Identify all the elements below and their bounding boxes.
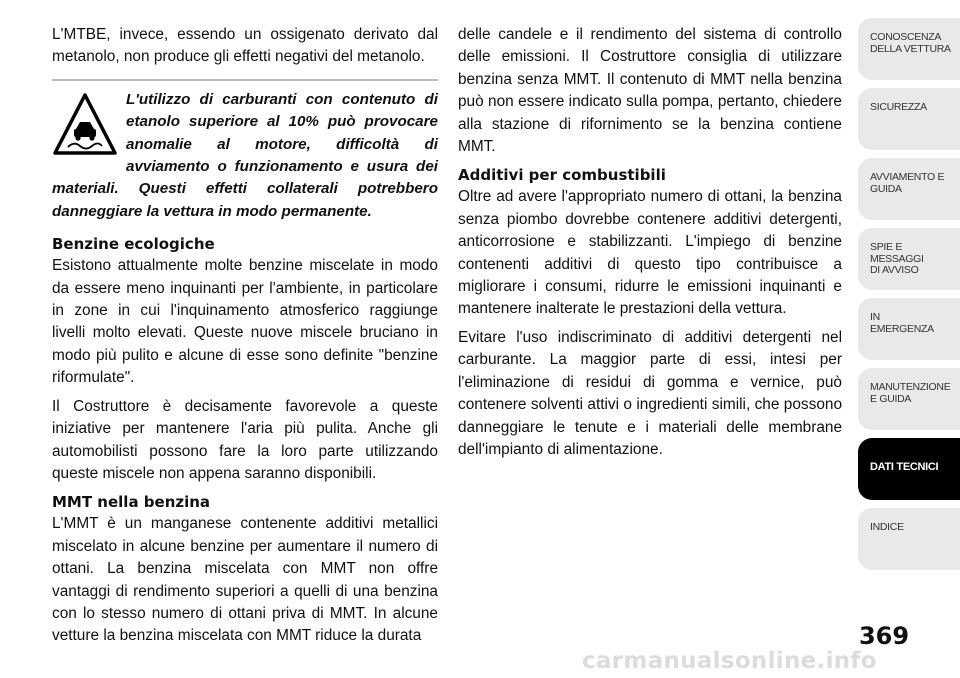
paragraph: Oltre ad avere l'appropriato numero di ottani, la benzina senza piombo dovrebbe contenere additivi detergenti, anticorrosione e stabilizzanti. L'impiego di benzine contenenti additivi di questo tipo contribuisce a migliorare i consumi, ridurre le emissioni inquinanti e mantenere inalterate le prestazioni della vettura. [458,188,842,318]
tab-avviamento[interactable] [858,158,960,220]
heading-mmt: MMT nella benzina [52,493,211,512]
tab-label: IN EMERGENZA [870,311,934,335]
tab-manutenzione[interactable] [858,368,960,430]
heading-additivi: Additivi per combustibili [458,166,666,185]
paragraph: Evitare l'uso indiscriminato di additivi detergenti nel carburante. La maggior parte di essi, intesi per l'eliminazione di residui di gomma e vernice, può contenere solventi attivi o ingredienti simili, che possono danneggiare le tenute e i materiali delle membrane dell'impianto di alimentazione. [458,328,842,458]
left-column [52,24,438,654]
tab-label: SICUREZZA [870,101,927,113]
warning-car-skid-icon [52,91,118,157]
paragraph: Il Costruttore è decisamente favorevole a queste iniziative per mantenere l'aria più pulita. Anche gli automobilisti possono fare la loro parte utilizzando queste miscele non appena saranno disponibili. [52,397,438,482]
tab-label: AVVIAMENTO E GUIDA [870,171,945,195]
tab-label: MANUTENZIONE E GUIDA [870,381,951,405]
tab-indice[interactable] [858,508,960,570]
tab-dati-tecnici[interactable] [858,438,960,500]
tab-label: CONOSCENZA DELLA VETTURA [870,31,951,55]
right-column [458,24,842,467]
tab-sicurezza[interactable] [858,88,960,150]
heading-benzine-ecologiche: Benzine ecologiche [52,235,215,254]
section-tabs [858,18,960,578]
paragraph: Esistono attualmente molte benzine miscelate in modo da essere meno inquinanti per l'ambiente, in particolare in zone in cui l'inquinamento atmosferico raggiunge livelli molto elevati. Queste nuove miscele bruciano in modo più pulito e alcune di esse sono definite "benzine riformulate". [52,257,438,387]
watermark: carmanualsonline.info [582,648,877,674]
tab-label: SPIE E MESSAGGI DI AVVISO [870,241,924,276]
paragraph: delle candele e il rendimento del sistema di controllo delle emissioni. Il Costruttore consiglia di utilizzare benzina senza MMT. Il contenuto di MMT nella benzina può non essere indicato sulla pompa, pertanto, chiedere alla stazione di rifornimento se la benzina contiene MMT. [458,26,842,156]
paragraph: L'MMT è un manganese contenente additivi metallici miscelato in alcune benzine per aumentare il numero di ottani. La benzina miscelata con MMT non offre vantaggi di rendimento superiori a quelli di una benzina con lo stesso numero di ottani priva di MMT. In alcune vetture la benzina miscelata con MMT riduce la durata [52,515,438,645]
tab-spie[interactable] [858,228,960,290]
tab-label: DATI TECNICI [870,461,939,473]
warning-text: L'utilizzo di carburanti con contenuto di etanolo superiore al 10% può provocare anomalie al motore, difficoltà di avviamento o funzionamento e usura dei materiali. Questi effetti collaterali potrebbero danneggiare la vettura in modo permanente. [52,90,438,220]
page-number: 369 [858,622,910,650]
tab-emergenza[interactable] [858,298,960,360]
tab-label: INDICE [870,521,904,533]
tab-conoscenza[interactable] [858,18,960,80]
intro-paragraph: L'MTBE, invece, essendo un ossigenato derivato dal metanolo, non produce gli effetti negativi del metanolo. [52,26,438,66]
warning-box [52,79,438,223]
